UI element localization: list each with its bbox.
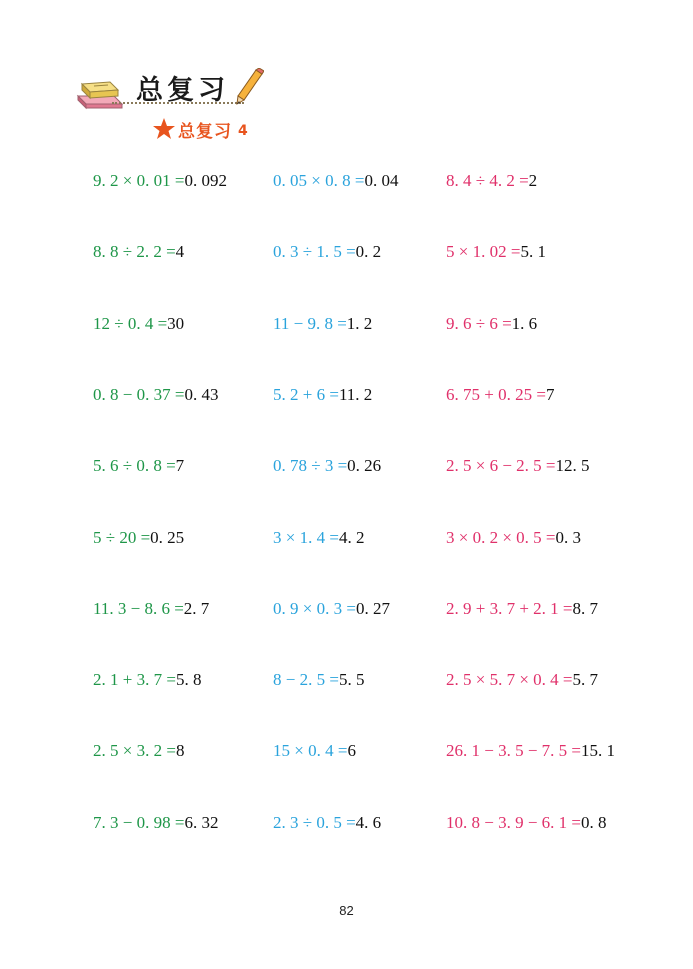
problem-item (273, 314, 372, 334)
problem-answer: 0. 27 (355, 599, 390, 618)
problem-expression: 2. 5 × 6 − 2. 5 = (446, 456, 556, 475)
problem-expression: 0. 78 ÷ 3 = (273, 456, 348, 475)
problem-item (93, 670, 201, 690)
problem-answer: 5. 1 (520, 242, 546, 261)
problem-item (446, 599, 598, 619)
problem-expression: 5 ÷ 20 = (93, 528, 151, 547)
problem-answer: 8 (175, 741, 185, 760)
problem-answer: 4 (175, 242, 185, 261)
problem-expression: 5. 6 ÷ 0. 8 = (93, 456, 176, 475)
problem-answer: 0. 04 (364, 171, 399, 190)
problem-expression: 3 × 0. 2 × 0. 5 = (446, 528, 556, 547)
problem-expression: 8 − 2. 5 = (273, 670, 339, 689)
problem-expression: 0. 05 × 0. 8 = (273, 171, 365, 190)
problem-item (446, 385, 554, 405)
problem-expression: 10. 8 − 3. 9 − 6. 1 = (446, 813, 582, 832)
problem-item (93, 456, 184, 476)
problem-item (93, 385, 218, 405)
problem-answer: 11. 2 (338, 385, 373, 404)
problem-expression: 15 × 0. 4 = (273, 741, 348, 760)
problem-item (93, 741, 184, 761)
problem-item (93, 171, 227, 191)
problem-item (273, 242, 381, 262)
problem-item (93, 528, 184, 548)
page-number: 82 (339, 903, 354, 918)
problem-item (93, 813, 218, 833)
problem-answer: 30 (167, 314, 185, 333)
problem-item (446, 813, 607, 833)
problem-expression: 0. 3 ÷ 1. 5 = (273, 242, 356, 261)
problem-item (446, 528, 581, 548)
problem-expression: 11 − 9. 8 = (273, 314, 347, 333)
problem-answer: 0. 26 (347, 456, 382, 475)
problem-answer: 6. 32 (184, 813, 219, 832)
problem-item (446, 171, 537, 191)
problem-expression: 0. 8 − 0. 37 = (93, 385, 185, 404)
problem-item (446, 314, 537, 334)
problem-item (273, 813, 381, 833)
problem-answer: 4. 2 (338, 528, 365, 547)
problem-answer: 6 (347, 741, 356, 760)
problem-expression: 26. 1 − 3. 5 − 7. 5 = (446, 741, 582, 760)
problem-expression: 9. 6 ÷ 6 = (446, 314, 512, 333)
problem-answer: 12. 5 (555, 456, 590, 475)
problem-expression: 0. 9 × 0. 3 = (273, 599, 356, 618)
problem-answer: 0. 3 (555, 528, 582, 547)
page-title: 总复习 (136, 75, 229, 106)
problem-item (446, 670, 598, 690)
problem-answer: 2 (528, 171, 538, 190)
problem-expression: 5. 2 + 6 = (273, 385, 339, 404)
problem-expression: 3 × 1. 4 = (273, 528, 339, 547)
problem-expression: 2. 1 + 3. 7 = (93, 670, 176, 689)
problem-answer: 8. 7 (572, 599, 599, 618)
problem-answer: 1. 2 (346, 314, 373, 333)
problem-answer: 0. 25 (150, 528, 185, 547)
problem-answer: 0. 2 (355, 242, 382, 261)
problem-answer: 2. 7 (183, 599, 210, 618)
problem-item (273, 741, 356, 761)
problem-answer: 7 (175, 456, 185, 475)
problem-answer: 5. 8 (175, 670, 202, 689)
problem-item (273, 599, 390, 619)
problem-answer: 5. 5 (338, 670, 365, 689)
problem-answer: 5. 7 (572, 670, 599, 689)
problem-answer: 7 (545, 385, 555, 404)
problem-answer: 0. 8 (581, 813, 607, 832)
problem-answer: 4. 6 (355, 813, 382, 832)
problem-item (273, 528, 364, 548)
problem-expression: 11. 3 − 8. 6 = (93, 599, 184, 618)
problem-expression: 6. 75 + 0. 25 = (446, 385, 546, 404)
problem-expression: 12 ÷ 0. 4 = (93, 314, 168, 333)
problem-expression: 2. 9 + 3. 7 + 2. 1 = (446, 599, 573, 618)
problem-item (93, 242, 184, 262)
problem-item (93, 314, 184, 334)
problem-item (273, 456, 381, 476)
problem-answer: 0. 43 (184, 385, 219, 404)
problem-item (446, 456, 590, 476)
problem-expression: 2. 5 × 5. 7 × 0. 4 = (446, 670, 573, 689)
problem-item (273, 670, 364, 690)
problem-item (446, 242, 546, 262)
section-title: 总复习 (178, 121, 232, 142)
section-number: 4 (238, 123, 248, 139)
problem-expression: 9. 2 × 0. 01 = (93, 171, 185, 190)
problem-expression: 5 × 1. 02 = (446, 242, 521, 261)
problem-answer: 0. 092 (184, 171, 227, 190)
problem-item (273, 171, 398, 191)
problem-answer: 15. 1 (581, 741, 616, 760)
problem-expression: 2. 3 ÷ 0. 5 = (273, 813, 356, 832)
problem-expression: 2. 5 × 3. 2 = (93, 741, 176, 760)
problem-item (446, 741, 615, 761)
problem-item (93, 599, 209, 619)
problem-item (273, 385, 372, 405)
problem-expression: 8. 4 ÷ 4. 2 = (446, 171, 529, 190)
problem-answer: 1. 6 (511, 314, 538, 333)
problem-expression: 8. 8 ÷ 2. 2 = (93, 242, 176, 261)
problem-expression: 7. 3 − 0. 98 = (93, 813, 185, 832)
